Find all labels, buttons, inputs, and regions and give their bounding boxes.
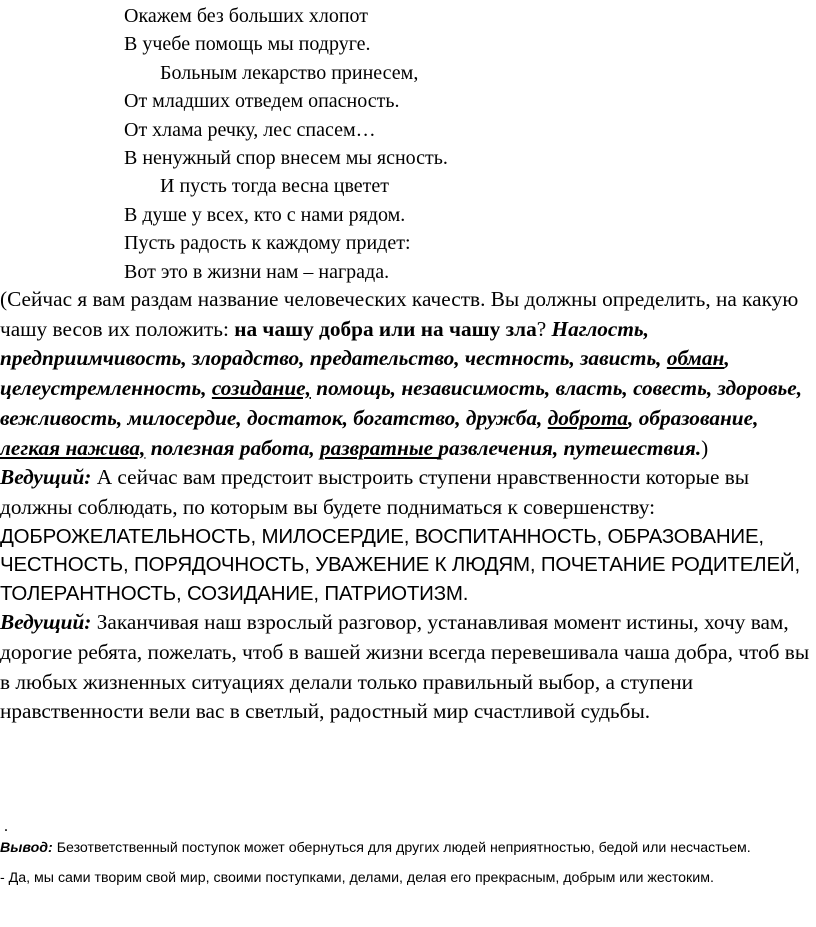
quality-text: , образование, <box>628 405 759 430</box>
task-choice: на чашу добра или на чашу зла <box>234 316 537 341</box>
host-paragraph <box>0 463 816 522</box>
quality-underlined: доброта <box>547 405 629 430</box>
host-label: Ведущий: <box>0 610 92 635</box>
task-close: ) <box>701 435 709 460</box>
poem-line: В учебе помощь мы подруге. <box>124 33 371 56</box>
task-qmark: ? <box>536 316 552 341</box>
quality-underlined: созидание, <box>211 376 311 401</box>
poem-line: И пусть тогда весна цветет <box>160 175 390 198</box>
poem <box>124 2 448 286</box>
quality-underlined: развратные <box>320 435 439 460</box>
poem-line: Окажем без больших хлопот <box>124 5 369 27</box>
quality-text: полезная работа, <box>145 435 321 460</box>
quality-underlined: легкая нажива, <box>0 435 146 460</box>
quality-text: помощь, независимость, власть, совесть, здоровье, вежливость, милосердие, достаток, богатство, дружба, <box>0 376 803 430</box>
conclusion-line <box>0 840 751 856</box>
final-line: - Да, мы сами творим свой мир, своими поступками, делами, делая его прекрасным, добрым или жестоким. <box>0 870 714 886</box>
host-text: А сейчас вам предстоит выстроить ступени нравственности которые вы должны соблюдать, по которым вы будете подниматься к совершенству: <box>0 465 750 519</box>
poem-line: От младших отведем опасность. <box>124 90 400 113</box>
quality-underlined: обман <box>666 346 725 371</box>
quality-text: Наглость, предприимчивость, злорадство, предательство, честность, зависть, <box>0 316 667 371</box>
poem-line: Больным лекарство принесем, <box>160 61 419 84</box>
values-list: ДОБРОЖЕЛАТЕЛЬНОСТЬ, МИЛОСЕРДИЕ, ВОСПИТАННОСТЬ, ОБРАЗОВАНИЕ, ЧЕСТНОСТЬ, ПОРЯДОЧНОСТЬ, УВАЖЕНИЕ К ЛЮДЯМ, ПОЧЕТАНИЕ РОДИТЕЛЕЙ, ТОЛЕРАНТНОСТЬ, СОЗИДАНИЕ, ПАТРИОТИЗМ. <box>0 524 800 605</box>
quality-text: развлечения, путешествия. <box>438 435 702 460</box>
conclusion-text: Безответственный поступок может обернуться для других людей неприятностью, бедой или несчастьем. <box>52 840 751 856</box>
prose-body <box>0 285 816 727</box>
conclusion-label: Вывод: <box>0 840 53 856</box>
quality-text: , целеустремленность, <box>0 346 730 401</box>
poem-line: Вот это в жизни нам – награда. <box>124 260 390 283</box>
poem-line: Пусть радость к каждому придет: <box>124 232 411 255</box>
host-paragraph <box>0 608 816 727</box>
task-paragraph <box>0 285 816 463</box>
poem-line: В душе у всех, кто с нами рядом. <box>124 203 406 226</box>
task-intro: (Сейчас я вам раздам название человеческих качеств. Вы должны определить, на какую чашу весов их положить: <box>0 287 799 341</box>
host-label: Ведущий: <box>0 465 92 490</box>
dot-separator: . <box>4 818 8 835</box>
host-text: Заканчивая наш взрослый разговор, устанавливая момент истины, хочу вам, дорогие ребята, пожелать, чтоб в вашей жизни всегда перевешивала чаша добра, чтоб вы в любых жизненных ситуациях делали только правильный выбор, а ступени нравственности вели вас в светлый, радостный мир счастливой судьбы. <box>0 610 810 724</box>
poem-line: В ненужный спор внесем мы ясность. <box>124 147 448 170</box>
poem-line: От хлама речку, лес спасем… <box>124 118 376 141</box>
